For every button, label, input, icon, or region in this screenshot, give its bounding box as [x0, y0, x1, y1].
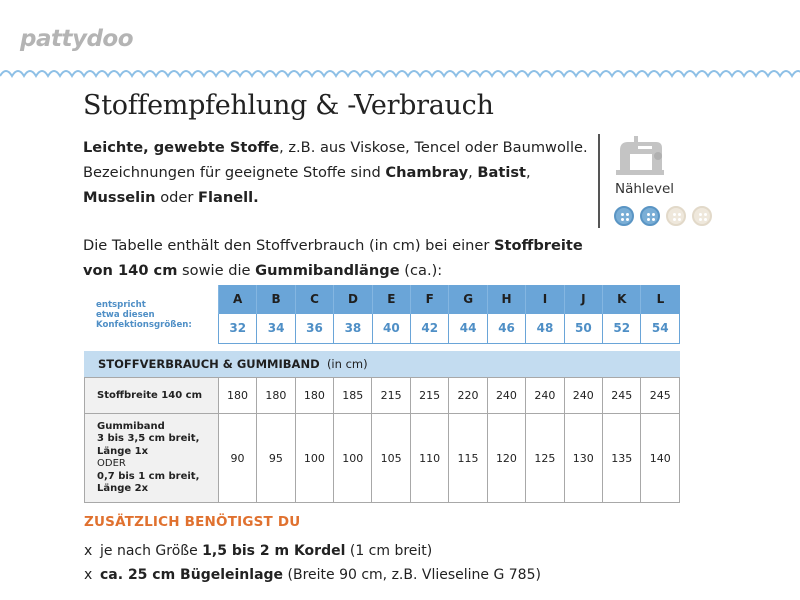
table-cell: 140	[641, 414, 680, 503]
additional-materials-heading: ZUSÄTZLICH BENÖTIGST DU	[84, 514, 301, 530]
table-cell: 240	[526, 378, 564, 414]
table-cell: 240	[487, 378, 525, 414]
button-level-2-icon	[640, 206, 660, 226]
fabric-recommendation-text: Leichte, gewebte Stoffe, z.B. aus Viskose, Tencel oder Baumwolle. Bezeichnungen für geeignete Stoffe sind Chambray, Batist, Musselin oder Flanell.	[83, 139, 588, 206]
row-label: Gummiband 3 bis 3,5 cm breit, Länge 1x ODER 0,7 bis 1 cm breit, Länge 2x	[85, 414, 219, 503]
size-number: 50	[564, 313, 602, 343]
table-cell: 115	[449, 414, 487, 503]
size-letter: L	[641, 285, 680, 313]
page-title: Stoffempfehlung & -Verbrauch	[83, 90, 494, 121]
sewing-level-label: Nählevel	[615, 181, 675, 197]
table-cell: 180	[257, 378, 295, 414]
size-table-label: entspricht etwa diesen Konfektionsgrößen:	[96, 300, 192, 330]
wave-divider	[0, 64, 800, 80]
table-cell: 185	[334, 378, 372, 414]
size-letter: D	[334, 285, 372, 313]
button-level-3-icon	[666, 206, 686, 226]
size-letter: H	[487, 285, 525, 313]
consumption-table	[84, 377, 680, 503]
size-number: 32	[219, 313, 257, 343]
additional-materials-list	[84, 539, 541, 587]
table-cell: 105	[372, 414, 410, 503]
sewing-machine-icon	[614, 132, 666, 176]
table-cell: 100	[334, 414, 372, 503]
size-number: 48	[526, 313, 564, 343]
table-cell: 240	[564, 378, 602, 414]
size-number: 54	[641, 313, 680, 343]
size-number: 40	[372, 313, 410, 343]
size-number: 34	[257, 313, 295, 343]
size-letter: G	[449, 285, 487, 313]
size-number: 44	[449, 313, 487, 343]
list-item: x ca. 25 cm Bügeleinlage (Breite 90 cm, z.B. Vlieseline G 785)	[84, 567, 541, 583]
table-cell: 220	[449, 378, 487, 414]
table-cell: 215	[372, 378, 410, 414]
size-letter: J	[564, 285, 602, 313]
size-number: 42	[411, 313, 449, 343]
size-number: 38	[334, 313, 372, 343]
pattydoo-logo: pattydoo	[20, 26, 134, 52]
table-cell: 135	[603, 414, 641, 503]
row-label: Stoffbreite 140 cm	[85, 378, 219, 414]
size-letter: A	[219, 285, 257, 313]
level-divider	[598, 134, 600, 228]
size-letter-row	[219, 285, 680, 313]
size-letter: E	[372, 285, 410, 313]
table-cell: 100	[295, 414, 333, 503]
table-cell: 180	[218, 378, 256, 414]
list-item: x je nach Größe 1,5 bis 2 m Kordel (1 cm breit)	[84, 543, 433, 559]
button-level-1-icon	[614, 206, 634, 226]
table-cell: 130	[564, 414, 602, 503]
consumption-table-header: STOFFVERBRAUCH & GUMMIBAND (in cm)	[84, 351, 680, 377]
table-cell: 125	[526, 414, 564, 503]
size-letter: I	[526, 285, 564, 313]
table-cell: 90	[218, 414, 256, 503]
size-number: 46	[487, 313, 525, 343]
size-letter: K	[603, 285, 641, 313]
size-letter: B	[257, 285, 295, 313]
table-cell: 180	[295, 378, 333, 414]
table-cell: 245	[641, 378, 680, 414]
size-letter: F	[411, 285, 449, 313]
table-cell: 95	[257, 414, 295, 503]
table-description-text: Die Tabelle enthält den Stoffverbrauch (in cm) bei einer Stoffbreite von 140 cm sowie die Gummibandlänge (ca.):	[83, 237, 583, 279]
table-cell: 110	[410, 414, 448, 503]
table-cell: 120	[487, 414, 525, 503]
table-cell: 215	[410, 378, 448, 414]
size-number: 36	[295, 313, 333, 343]
table-cell: 245	[603, 378, 641, 414]
button-level-4-icon	[692, 206, 712, 226]
size-table	[218, 285, 680, 344]
size-number: 52	[603, 313, 641, 343]
elastic-length-row	[85, 414, 680, 503]
size-number-row	[219, 313, 680, 343]
size-letter: C	[295, 285, 333, 313]
sewing-level-rating	[614, 206, 712, 226]
fabric-consumption-row	[85, 378, 680, 414]
